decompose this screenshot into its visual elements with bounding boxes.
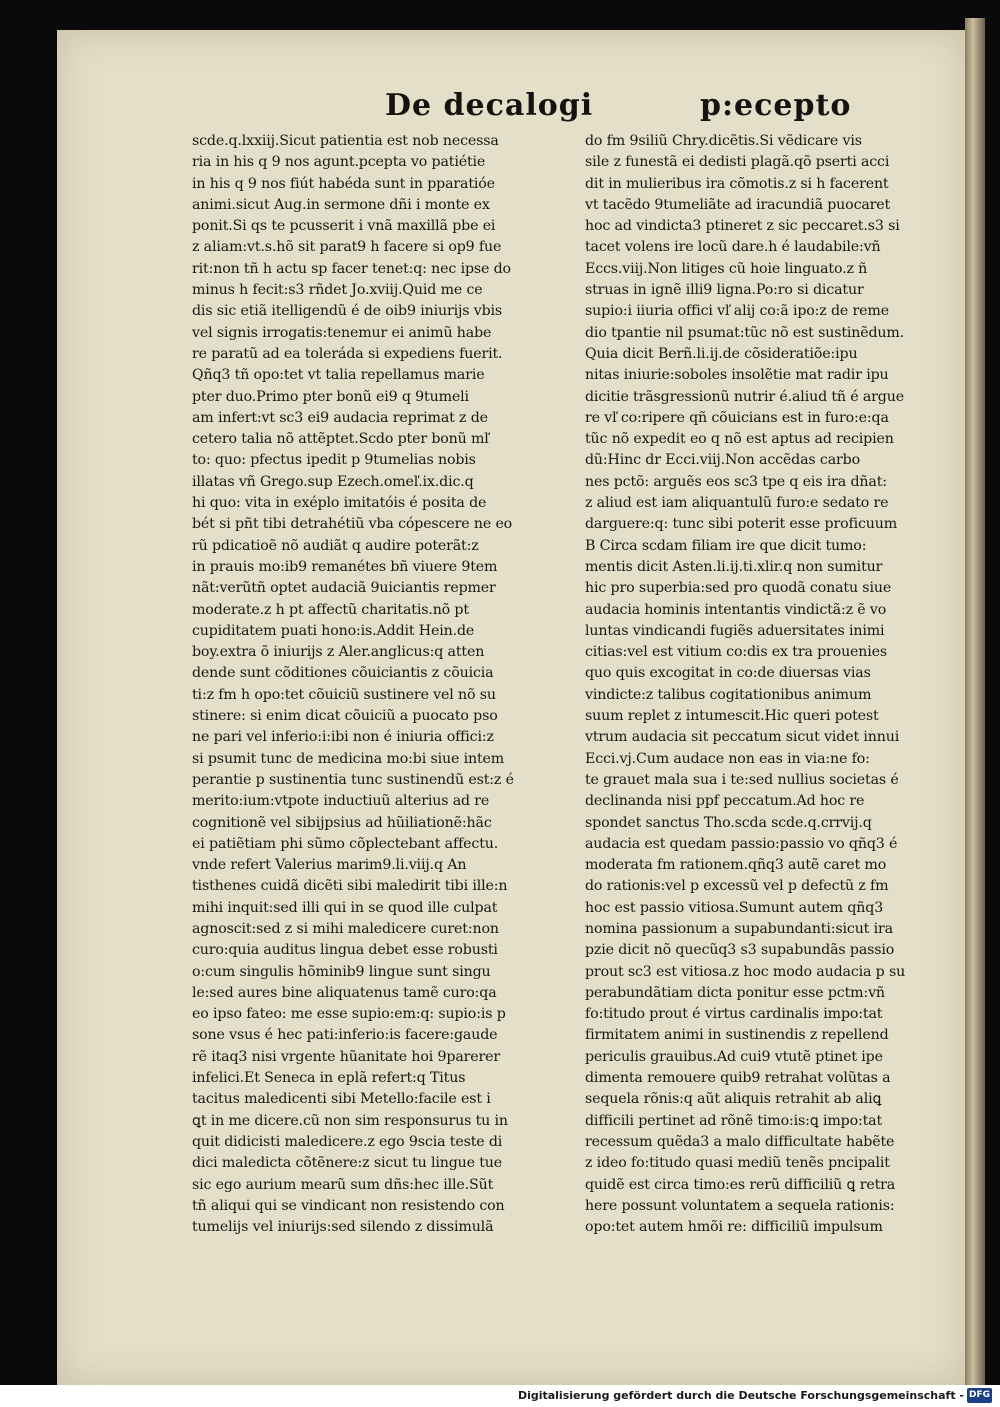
text-line: dis sic etiã itelligendũ é de oib9 iniurijs vbis — [192, 303, 503, 320]
text-line: darguere:q: tunc sibi poterit esse proficuum — [585, 516, 898, 533]
text-line: perabundãtiam dicta ponitur esse pctm:vñ — [585, 984, 885, 1001]
text-line: le:sed aures bine aliquatenus tamẽ curo:qa — [192, 984, 497, 1001]
text-line: difficili pertinet ad rõnẽ timo:is:ꝗ impo:tat — [585, 1112, 883, 1129]
text-line: hoc ad vindicta3 ptineret z sic peccaret.s3 si — [585, 218, 900, 235]
text-line: boy.extra õ iniurijs z Aler.anglicus:q atten — [192, 644, 485, 661]
text-line: dio tpantie nil psumat:tũc nõ est sustinẽdum. — [585, 324, 905, 341]
text-line: tacet volens ire locũ dare.h é laudabile:vñ — [585, 239, 881, 256]
text-line: rũ pdicatioẽ nõ audiãt q audire poterãt:z — [192, 537, 479, 554]
text-line: pzie dicit nõ quecũq3 s3 supabundãs passio — [585, 942, 895, 959]
footer-bar — [0, 1385, 1000, 1407]
text-line: quidẽ est circa timo:es rerũ difficiliũ ꝗ retra — [585, 1176, 896, 1193]
text-line: z aliam:vt.s.hõ sit parat9 h facere si op9 fue — [192, 239, 502, 256]
text-line: dende sunt cõditiones cõuiciantis z cõuicia — [192, 665, 494, 682]
text-line: vtrum audacia sit peccatum sicut videt innui — [585, 729, 900, 746]
text-line: tũc nõ expedit eo q nõ est aptus ad recipien — [585, 431, 894, 448]
text-line: spondet sanctus Tho.scda scde.q.crrvij.q — [585, 814, 872, 831]
text-line: dici maledicta cõtẽnere:z sicut tu lingue tue — [192, 1155, 503, 1172]
text-line: to: quo: pfectus ipedit p 9tumelias nobis — [192, 452, 476, 469]
text-line: citias:vel est vitium co:dis ex tra prouenies — [585, 644, 888, 661]
text-line: tacitus maledicenti sibi Metello:facile est i — [192, 1091, 491, 1108]
running-head-left: De decalogi — [385, 88, 594, 123]
text-line: firmitatem animi in sustinendis z repellend — [585, 1027, 889, 1044]
text-line: fo:titudo prout é virtus cardinalis impo:tat — [585, 1006, 883, 1023]
text-line: vel signis irrogatis:tenemur ei animũ habe — [192, 324, 492, 341]
footer-credit: Digitalisierung gefördert durch die Deutsche Forschungsgemeinschaft - — [517, 1389, 964, 1402]
text-line: nomina passionum a supabundanti:sicut ira — [585, 920, 893, 937]
text-line: tñ aliqui qui se vindicant non resistendo con — [192, 1197, 505, 1214]
text-line: periculis grauibus.Ad cui9 vtutẽ ptinet ipe — [585, 1048, 883, 1065]
text-line: mentis dicit Asten.li.ij.ti.xlir.q non sumitur — [585, 558, 883, 575]
text-line: recessum quẽda3 a malo difficultate habẽte — [585, 1133, 895, 1150]
text-line: curo:quia auditus lingua debet esse robusti — [192, 942, 498, 959]
text-line: dũ:Hinc dr Ecci.viij.Non accẽdas carbo — [585, 452, 860, 469]
text-line: rit:non tñ h actu sp facer tenet:q: nec ipse do — [192, 260, 511, 277]
text-line: sone vsus é hec pati:inferio:is facere:gaude — [192, 1027, 498, 1044]
text-line: suum replet z intumescit.Hic queri potest — [585, 708, 879, 725]
text-line: vnde refert Valerius marim9.li.viij.q An — [192, 857, 467, 874]
text-line: mihi inquit:sed illi qui in se quod ille culpat — [192, 899, 498, 916]
text-line: bét si pñt tibi detrahétiũ vba cópescere ne eo — [192, 516, 513, 533]
text-line: audacia est quedam passio:passio vo qñq3 é — [585, 835, 898, 852]
text-line: am infert:vt sc3 ei9 audacia reprimat z de — [192, 409, 488, 426]
text-line: te grauet mala sua i te:sed nullius societas é — [585, 771, 899, 788]
text-line: si psumit tunc de medicina mo:bi siue intem — [192, 750, 505, 767]
text-line: in his q 9 nos fiút habéda sunt in pparatióe — [192, 175, 495, 192]
text-line: hoc est passio vitiosa.Sumunt autem qñq3 — [585, 899, 884, 916]
text-line: ꝗt in me dicere.cũ non sim responsurus tu in — [192, 1112, 508, 1129]
text-line: hi quo: vita in exéplo imitatóis é posita de — [192, 495, 487, 512]
text-line: vt tacẽdo 9tumeliãte ad iracundiã puocaret — [585, 196, 891, 213]
text-line: do fm 9siliũ Chry.dicẽtis.Si vẽdicare vis — [585, 133, 862, 149]
text-line: Eccs.viij.Non litiges cũ hoie linguato.z ñ — [585, 260, 868, 277]
text-line: cognitionẽ vel sibijpsius ad hũiliationẽ:hãc — [192, 814, 492, 831]
text-line: luntas vindicandi fugiẽs aduersitates inimi — [585, 622, 885, 639]
text-line: nes pctõ: arguẽs eos sc3 tpe q eis ira dñat: — [585, 473, 887, 490]
text-line: B Circa scdam filiam ire que dicit tumo: — [585, 537, 867, 554]
text-column-right — [585, 131, 965, 1238]
text-line: re vľ co:ripere qñ cõuicians est in furo:e:qa — [585, 409, 889, 426]
running-head-right: p:ecepto — [700, 88, 852, 123]
text-line: supio:i iiuria offici vľ alij co:ã ipo:z de reme — [585, 303, 889, 320]
text-line: nitas iniurie:soboles insolẽtie mat radir ipu — [585, 367, 889, 384]
text-line: Ecci.vj.Cum audace non eas in via:ne fo: — [585, 750, 870, 767]
text-line: in prauis mo:ib9 remanétes bñ viuere 9tem — [192, 558, 498, 575]
text-line: infelici.Et Seneca in eplã refert:q Titus — [192, 1070, 466, 1087]
text-line: z ideo fo:titudo quasi mediũ tenẽs pncipalit — [585, 1155, 890, 1172]
text-line: eo ipso fateo: me esse supio:em:q: supio:is p — [192, 1006, 506, 1023]
text-line: sequela rõnis:q aũt aliquis retrahit ab aliꝗ — [585, 1091, 882, 1108]
text-line: dimenta remouere quib9 retrahat volũtas a — [585, 1070, 891, 1087]
text-line: stinere: si enim dicat cõuiciũ a puocato pso — [192, 708, 498, 725]
text-line: quo quis excogitat in co:de diuersas vias — [585, 665, 871, 682]
text-line: ti:z fm h opo:tet cõuiciũ sustinere vel nõ su — [192, 686, 496, 703]
dfg-logo: DFG — [967, 1388, 992, 1403]
text-line: cupiditatem puati hono:is.Addit Hein.de — [192, 622, 475, 639]
text-line: do rationis:vel p excessũ vel p defectũ z fm — [585, 878, 889, 895]
text-line: scde.q.lxxiij.Sicut patientia est nob necessa — [192, 133, 499, 149]
text-line: ne pari vel inferio:i:ibi non é iniuria offici:z — [192, 729, 494, 746]
text-line: vindicte:z talibus cogitationibus animum — [585, 686, 872, 703]
text-line: animi.sicut Aug.in sermone dñi i monte ex — [192, 196, 490, 213]
text-line: Qñq3 tñ opo:tet vt talia repellamus marie — [192, 367, 485, 384]
text-line: ei patiẽtiam phi sũmo cõplectebant affectu. — [192, 835, 499, 852]
text-line: cetero talia nõ attẽptet.Scdo pter bonũ mľ — [192, 431, 489, 448]
text-line: dicitie trãsgressionũ nutrir é.aliud tñ é argue — [585, 388, 904, 405]
text-line: dit in mulieribus ira cõmotis.z si h facerent — [585, 175, 889, 192]
text-line: here possunt voluntatem a sequela rationis: — [585, 1197, 895, 1214]
text-line: sile z funestã ei dedisti plagã.qõ pserti acci — [585, 154, 890, 171]
text-line: tumelijs vel iniurijs:sed silendo z dissimulã — [192, 1219, 494, 1236]
page-edge — [965, 18, 985, 1385]
text-line: o:cum singulis hõminib9 lingue sunt singu — [192, 963, 491, 980]
text-line: struas in ignẽ illi9 ligna.Po:ro si dicatur — [585, 282, 864, 299]
text-line: sic ego aurium mearũ sum dñs:hec ille.Sũt — [192, 1176, 494, 1193]
text-line: agnoscit:sed z si mihi maledicere curet:non — [192, 920, 499, 937]
text-line: minus h fecit:s3 rñdet Jo.xviij.Quid me ce — [192, 282, 483, 299]
text-line: merito:ium:vtpote inductiuũ alterius ad re — [192, 793, 490, 810]
text-column-left — [192, 131, 572, 1238]
text-line: perantie p sustinentia tunc sustinendũ est:z é — [192, 771, 514, 788]
text-line: moderate.z h pt affectũ charitatis.nõ pt — [192, 601, 469, 618]
text-line: ria in his q 9 nos agunt.pcepta vo patiétie — [192, 154, 486, 171]
text-line: Quia dicit Berñ.li.ij.de cõsideratiõe:ipu — [585, 345, 858, 362]
text-line: re paratũ ad ea toleráda si expediens fuerit. — [192, 345, 503, 362]
text-line: moderata fm rationem.qñq3 autẽ caret mo — [585, 857, 887, 874]
text-line: ponit.Si qs te pcusserit i vnã maxillã pbe ei — [192, 218, 496, 235]
text-line: quit didicisti maledicere.z ego 9scia teste di — [192, 1133, 503, 1150]
text-line: tisthenes cuidã dicẽti sibi maledirit tibi ille:n — [192, 878, 508, 895]
text-line: declinanda nisi ppf peccatum.Ad hoc re — [585, 793, 865, 810]
text-line: prout sc3 est vitiosa.z hoc modo audacia p su — [585, 963, 906, 980]
text-line: audacia hominis intentantis vindictã:z ẽ vo — [585, 601, 887, 618]
text-line: nãt:verũtñ optet audaciã 9uiciantis repmer — [192, 580, 496, 597]
text-line: illatas vñ Grego.sup Ezech.omeľ.ix.dic.q — [192, 473, 474, 490]
text-line: z aliud est iam aliquantulũ furo:e sedato re — [585, 495, 889, 512]
text-line: pter duo.Primo pter bonũ ei9 q 9tumeli — [192, 388, 469, 405]
text-line: hic pro superbia:sed pro quodã conatu siue — [585, 580, 892, 597]
text-line: rẽ itaq3 nisi vrgente hũanitate hoi 9parerer — [192, 1048, 501, 1065]
text-line: opo:tet autem hmõi re: difficiliũ impulsum — [585, 1219, 883, 1236]
